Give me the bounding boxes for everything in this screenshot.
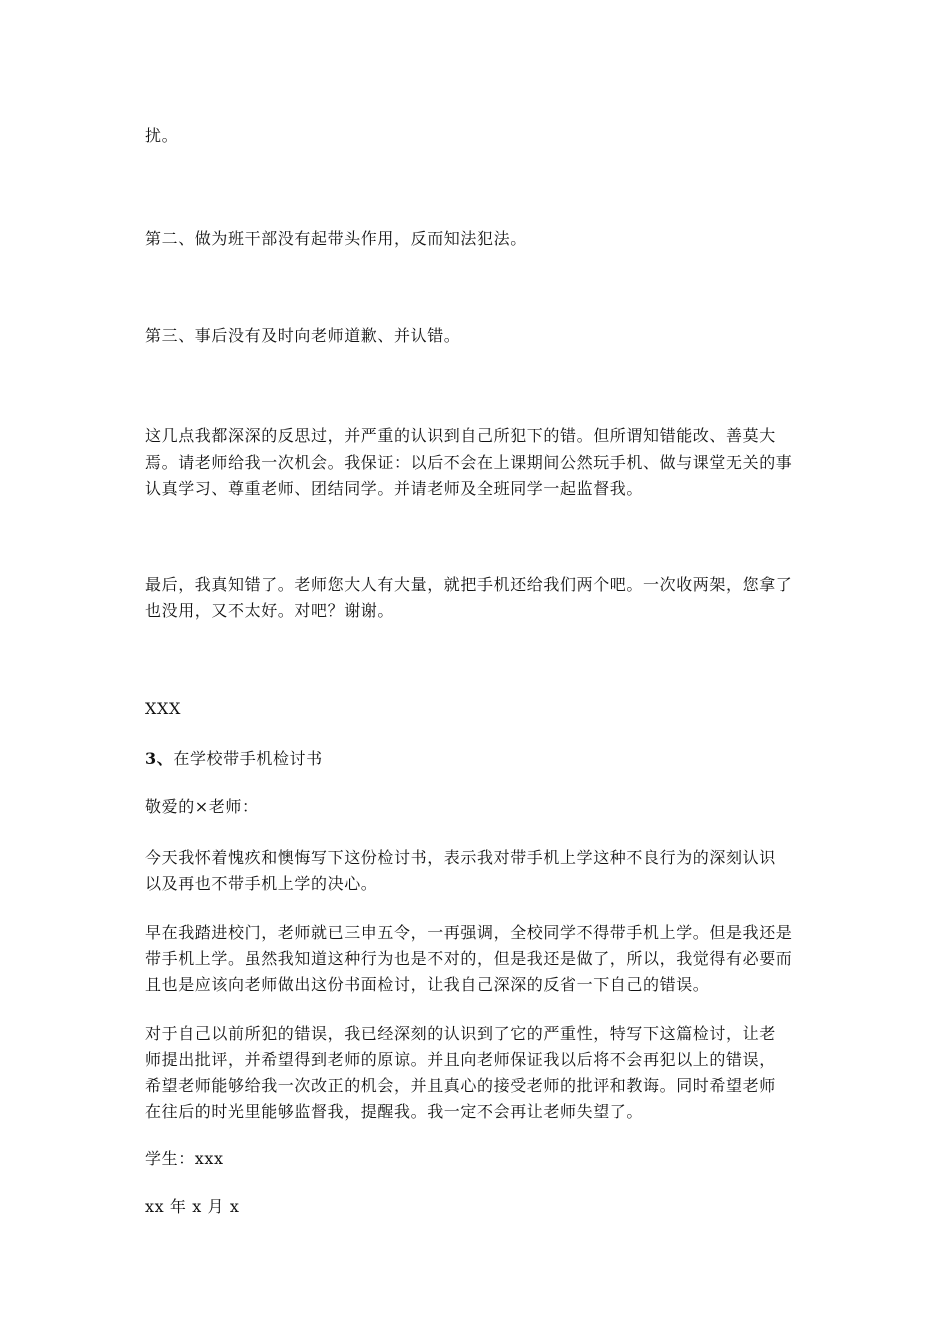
final-line: 也没用，又不太好。对吧？谢谢。 bbox=[145, 601, 395, 620]
para2-line: 早在我踏进校门，老师就已三申五令，一再强调，全校同学不得带手机上学。但是我还是 bbox=[145, 923, 793, 942]
section-heading bbox=[145, 751, 323, 767]
point-three: 第三、事后没有及时向老师道歉、并认错。 bbox=[145, 326, 461, 345]
point-two: 第二、做为班干部没有起带头作用，反而知法犯法。 bbox=[145, 229, 527, 248]
date: xx 年 x 月 x bbox=[145, 1197, 240, 1216]
para2-line: 带手机上学。虽然我知道这种行为也是不对的，但是我还是做了，所以，我觉得有必要而 bbox=[145, 949, 793, 968]
section-number: 3、 bbox=[145, 749, 174, 768]
greeting: 敬爱的×老师： bbox=[145, 797, 259, 816]
reflection-line: 焉。请老师给我一次机会。我保证：以后不会在上课期间公然玩手机、做与课堂无关的事 bbox=[145, 453, 793, 472]
signature: XXX bbox=[145, 699, 181, 718]
section-title: 在学校带手机检讨书 bbox=[173, 749, 323, 768]
para3-line: 对于自己以前所犯的错误，我已经深刻的认识到了它的严重性，特写下这篇检讨，让老 bbox=[145, 1024, 776, 1043]
student-signature: 学生：xxx bbox=[145, 1149, 224, 1168]
para2-line: 且也是应该向老师做出这份书面检讨，让我自己深深的反省一下自己的错误。 bbox=[145, 975, 710, 994]
para3-line: 师提出批评，并希望得到老师的原谅。并且向老师保证我以后将不会再犯以上的错误， bbox=[145, 1050, 776, 1069]
para1-line: 今天我怀着愧疚和懊悔写下这份检讨书，表示我对带手机上学这种不良行为的深刻认识 bbox=[145, 848, 776, 867]
final-line: 最后，我真知错了。老师您大人有大量，就把手机还给我们两个吧。一次收两架，您拿了 bbox=[145, 575, 793, 594]
reflection-line: 认真学习、尊重老师、团结同学。并请老师及全班同学一起监督我。 bbox=[145, 479, 644, 498]
para3-line: 在往后的时光里能够监督我，提醒我。我一定不会再让老师失望了。 bbox=[145, 1102, 644, 1121]
para1-line: 以及再也不带手机上学的决心。 bbox=[145, 874, 378, 893]
continuation-text: 扰。 bbox=[145, 126, 179, 145]
reflection-line: 这几点我都深深的反思过，并严重的认识到自己所犯下的错。但所谓知错能改、善莫大 bbox=[145, 426, 776, 445]
para3-line: 希望老师能够给我一次改正的机会，并且真心的接受老师的批评和教诲。同时希望老师 bbox=[145, 1076, 776, 1095]
